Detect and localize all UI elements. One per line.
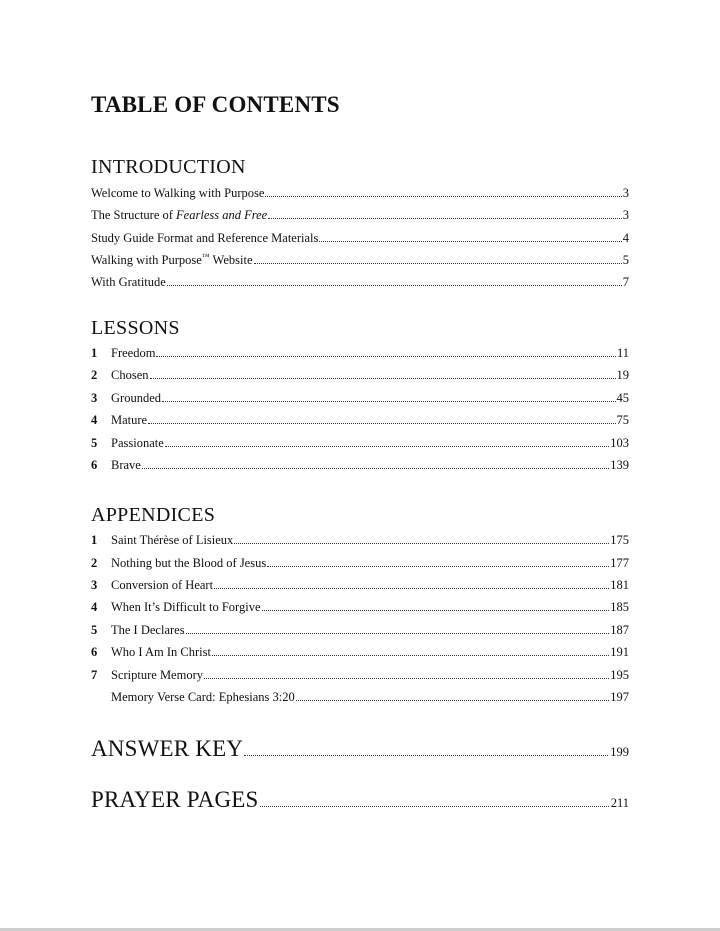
- toc-entry-number: 7: [91, 668, 98, 682]
- toc-entry[interactable]: [91, 434, 629, 452]
- toc-entry-label: Grounded: [111, 391, 161, 405]
- toc-entry[interactable]: [91, 688, 629, 706]
- dot-leader: [212, 655, 609, 656]
- toc-entry[interactable]: [91, 366, 629, 384]
- dot-leader: [142, 468, 609, 469]
- dot-leader: [265, 196, 621, 197]
- toc-entry-number: 5: [91, 436, 98, 450]
- section-heading-appendices: APPENDICES: [91, 504, 216, 526]
- dot-leader: [254, 263, 622, 264]
- toc-entry-label-suffix: Website: [209, 253, 253, 267]
- dot-leader: [214, 588, 609, 589]
- toc-entry-number: 3: [91, 578, 98, 592]
- toc-entry[interactable]: [91, 621, 629, 639]
- toc-entry-label: Memory Verse Card: Ephesians 3:20: [111, 690, 295, 704]
- toc-entry-label: Study Guide Format and Reference Materials: [91, 231, 319, 245]
- toc-entry-number: 2: [91, 556, 98, 570]
- toc-entry[interactable]: [91, 554, 629, 572]
- toc-entry[interactable]: [91, 456, 629, 474]
- toc-entry-page: 197: [610, 690, 629, 704]
- toc-entry-page: 195: [610, 668, 629, 682]
- dot-leader: [296, 700, 609, 701]
- toc-entry-page: 199: [610, 745, 629, 759]
- toc-entry-number: 6: [91, 645, 98, 659]
- toc-entry-label-prefix: Walking with Purpose: [91, 253, 202, 267]
- toc-entry[interactable]: [91, 389, 629, 407]
- dot-leader: [167, 285, 622, 286]
- toc-entry-label: Scripture Memory: [111, 668, 203, 682]
- dot-leader: [148, 423, 615, 424]
- toc-entry-label-italic: Fearless and Free: [176, 208, 268, 222]
- dot-leader: [156, 356, 616, 357]
- toc-entry-label-prefix: The Structure of: [91, 208, 177, 222]
- toc-entry-number: 3: [91, 391, 98, 405]
- toc-entry-page: 3: [622, 186, 629, 200]
- prayer-pages-heading: PRAYER PAGES: [91, 787, 259, 812]
- toc-entry[interactable]: [91, 598, 629, 616]
- dot-leader: [186, 633, 610, 634]
- dot-leader: [162, 401, 616, 402]
- toc-entry-number: 2: [91, 368, 98, 382]
- toc-entry-number: 1: [91, 533, 98, 547]
- toc-entry-page: 45: [616, 391, 629, 405]
- toc-entry-page: 185: [610, 600, 629, 614]
- toc-entry[interactable]: [91, 229, 629, 247]
- toc-entry-page: 3: [622, 208, 629, 222]
- dot-leader: [244, 755, 608, 756]
- toc-entry-label: Brave: [111, 458, 141, 472]
- toc-entry-page: 4: [622, 231, 629, 245]
- toc-entry-label: Mature: [111, 413, 148, 427]
- toc-entry[interactable]: [91, 273, 629, 291]
- toc-entry-label: Chosen: [111, 368, 149, 382]
- toc-entry-label: Passionate: [111, 436, 164, 450]
- toc-entry-label: With Gratitude: [91, 275, 166, 289]
- toc-entry-label: Nothing but the Blood of Jesus: [111, 556, 267, 570]
- dot-leader: [234, 543, 609, 544]
- toc-entry[interactable]: [91, 206, 629, 224]
- page-title: TABLE OF CONTENTS: [91, 92, 340, 117]
- toc-entry-page: 139: [610, 458, 629, 472]
- toc-entry[interactable]: [91, 251, 629, 269]
- dot-leader: [260, 806, 609, 807]
- answer-key-heading: ANSWER KEY: [91, 736, 244, 761]
- toc-entry-label: Conversion of Heart: [111, 578, 214, 592]
- toc-entry[interactable]: [91, 344, 629, 362]
- toc-entry[interactable]: [91, 666, 629, 684]
- trademark-symbol: ™: [201, 251, 210, 261]
- toc-entry-label: [91, 251, 253, 269]
- toc-entry-label: Who I Am In Christ: [111, 645, 211, 659]
- section-heading-lessons: LESSONS: [91, 317, 180, 339]
- toc-entry-number: 4: [91, 600, 98, 614]
- toc-entry-label: Freedom: [111, 346, 156, 360]
- toc-entry[interactable]: [91, 643, 629, 661]
- toc-entry-page: 187: [610, 623, 629, 637]
- dot-leader: [268, 218, 622, 219]
- toc-entry-page: 181: [610, 578, 629, 592]
- toc-entry-page: 19: [616, 368, 629, 382]
- dot-leader: [267, 566, 609, 567]
- toc-entry-number: 1: [91, 346, 98, 360]
- toc-entry-label: The I Declares: [111, 623, 185, 637]
- toc-entry-prayer-pages[interactable]: [91, 787, 629, 813]
- toc-entry-page: 11: [616, 346, 629, 360]
- dot-leader: [165, 446, 609, 447]
- dot-leader: [150, 378, 616, 379]
- toc-entry-page: 103: [610, 436, 629, 450]
- toc-entry-label: When It’s Difficult to Forgive: [111, 600, 261, 614]
- section-heading-introduction: INTRODUCTION: [91, 156, 246, 178]
- toc-entry-number: 5: [91, 623, 98, 637]
- dot-leader: [262, 610, 610, 611]
- dot-leader: [204, 678, 609, 679]
- dot-leader: [319, 241, 621, 242]
- toc-entry[interactable]: [91, 184, 629, 202]
- toc-entry-page: 7: [622, 275, 629, 289]
- toc-entry-page: 191: [610, 645, 629, 659]
- toc-entry-page: 175: [610, 533, 629, 547]
- toc-entry[interactable]: [91, 576, 629, 594]
- toc-entry-page: 75: [616, 413, 629, 427]
- toc-entry-number: 6: [91, 458, 98, 472]
- toc-entry-page: 211: [610, 796, 629, 810]
- toc-entry-label: [91, 206, 267, 224]
- toc-entry-label: Welcome to Walking with Purpose: [91, 186, 265, 200]
- toc-entry-page: 177: [610, 556, 629, 570]
- toc-entry[interactable]: [91, 411, 629, 429]
- toc-entry-page: 5: [622, 253, 629, 267]
- toc-entry-number: 4: [91, 413, 98, 427]
- toc-entry-label: Saint Thérèse of Lisieux: [111, 533, 234, 547]
- toc-entry-answer-key[interactable]: [91, 736, 629, 762]
- toc-entry[interactable]: [91, 531, 629, 549]
